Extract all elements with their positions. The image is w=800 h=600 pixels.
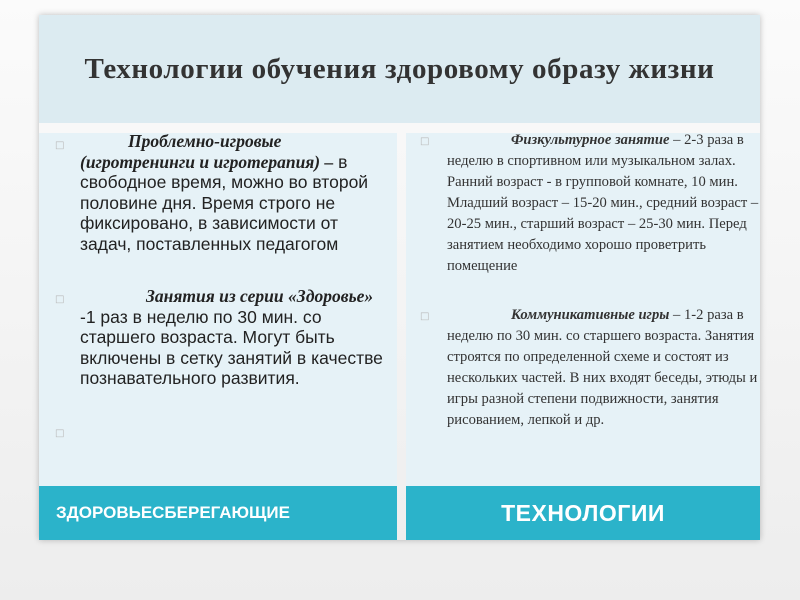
left-item-1-text: в свободное время, можно во второй половине дня. Время строго не фиксировано, в зависимости от задач, поставленных педагогом: [80, 151, 369, 254]
bullet-icon: □: [55, 294, 65, 305]
footer-right-label: ТЕХНОЛОГИИ: [406, 486, 760, 540]
right-item-2-heading: Коммуникативные игры: [511, 307, 670, 323]
left-item-1-heading: Проблемно-игровые (игротренинги и игротерапия) –: [80, 131, 334, 172]
footer-left-label: ЗДОРОВЬЕСБЕРЕГАЮЩИЕ: [39, 486, 397, 540]
bullet-icon: □: [420, 136, 430, 147]
title-band: [39, 15, 760, 123]
right-item-2: [447, 305, 763, 431]
left-item-2-heading: Занятия из серии «Здоровье»: [146, 286, 374, 306]
right-item-1-text: – 2-3 раза в неделю в спортивном или музыкальном залах. Ранний возраст - в групповой комнате, 10 мин. Младший возраст – 15-20 мин., средний возраст – 20-25 мин., старший возраст – 25-30 мин. Перед занятием необходимо хорошо проветрить помещение: [447, 132, 759, 274]
bullet-icon: □: [420, 311, 430, 322]
left-item-2-text: -1 раз в неделю по 30 мин. со старшего возраста. Могут быть включены в сетку занятий в качестве познавательного развития.: [80, 306, 383, 388]
left-item-2: [80, 286, 392, 389]
slide-title: Технологии обучения здоровому образу жизни: [84, 52, 715, 85]
bullet-icon: □: [55, 140, 65, 151]
right-item-2-text: – 1-2 раза в неделю по 30 мин. со старшего возраста. Занятия строятся по определенной схеме и состоят из нескольких частей. В них входят беседы, этюды и игры разной степени подвижности, занятия рисованием, лепкой и др.: [447, 307, 758, 428]
right-item-1: [447, 130, 763, 277]
right-item-1-heading: Физкультурное занятие: [511, 132, 670, 148]
bullet-icon: □: [55, 428, 65, 439]
slide: [39, 15, 760, 540]
left-item-1: [80, 131, 392, 254]
